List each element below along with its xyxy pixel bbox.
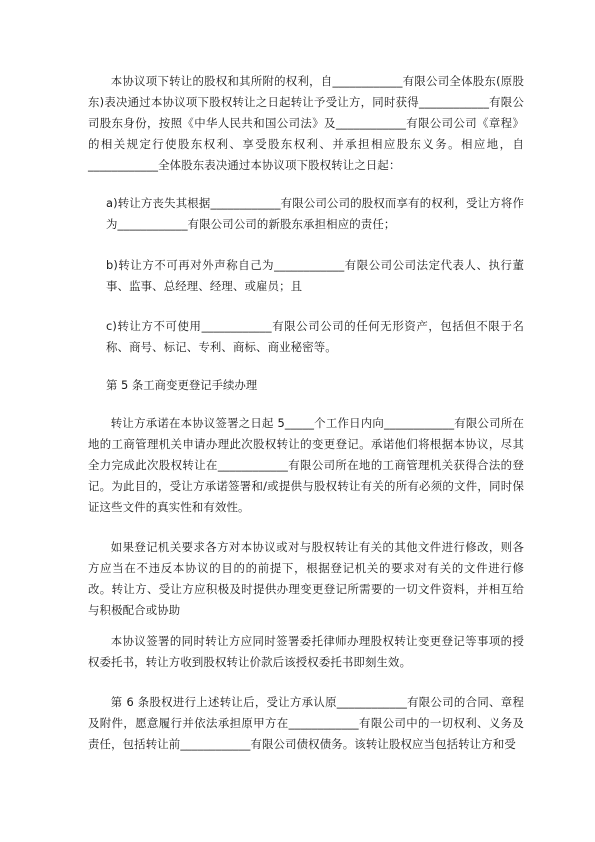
paragraph-article-6: 第 6 条股权进行上述转让后，受让方承认原____________有限公司的合同、章程及附件，愿意履行并依法承担原甲方在____________有限公司中的一切权利、义务及责任，包括转让前____________有限公司债权债务。该转让股权应当包括转让方和受 [88,695,524,751]
paragraph-power-of-attorney: 本协议签署的同时转让方应同时签署委托律师办理股权转让变更登记等事项的授权委托书，转让方收到股权转让价款后该授权委托书即刻生效。 [88,634,524,669]
paragraph-clause-b: b)转让方不可再对外声称自己为____________有限公司公司法定代表人、执行董事、监事、总经理、经理、或雇员；且 [106,258,524,293]
paragraph-clause-a: a)转让方丧失其根据____________有限公司公司的股权而享有的权利，受让方将作为____________有限公司公司的新股东承担相应的责任； [106,196,524,231]
section-heading-article-5: 第 5 条工商变更登记手续办理 [106,378,258,392]
paragraph-registration-commitment: 转让方承诺在本协议签署之日起 5_____个工作日内向____________有限公司所在地的工商管理机关申请办理此次股权转让的变更登记。承诺他们将根据本协议，尽其全力完成此次股权转让在____________有限公司所在地的工商管理机关获得合法的登记。为此目的，受让方承诺签署和/或提供与股权转让有关的所有必须的文件，同时保证这些文件的真实性和有效性。 [88,416,524,514]
paragraph-registration-amendments: 如果登记机关要求各方对本协议或对与股权转让有关的其他文件进行修改，则各方应当在不违反本协议的目的的前提下，根据登记机关的要求对有关的文件进行修改。转让方、受让方应积极及时提供办理变更登记所需要的一切文件资料，并相互给与积极配合或协助 [88,540,524,617]
paragraph-clause-c: c)转让方不可使用____________有限公司公司的任何无形资产，包括但不限于名称、商号、标记、专利、商标、商业秘密等。 [106,319,524,354]
paragraph-equity-transfer-rights: 本协议项下转让的股权和其所附的权利，自____________有限公司全体股东(原股东)表决通过本协议项下股权转让之日起转让予受让方，同时获得____________有限公司股东身份，按照《中华人民共和国公司法》及____________有限公司公司《章程》的相关规定行使股东权利、享受股东权利、并承担相应股东义务。相应地，自____________全体股东表决通过本协议项下股权转让之日起： [88,74,524,172]
